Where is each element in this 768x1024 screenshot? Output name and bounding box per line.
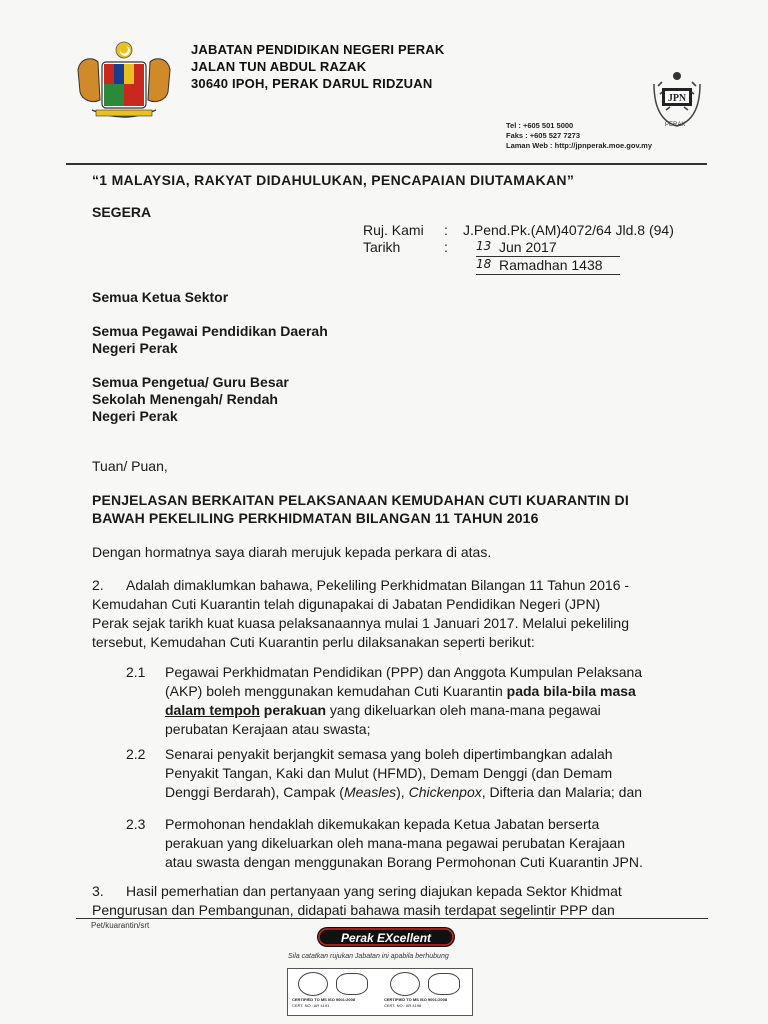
item-2-1-line3-text: yang dikeluarkan oleh mana-mana pegawai — [326, 702, 601, 718]
subject-line1: PENJELASAN BERKAITAN PELAKSANAAN KEMUDAHAN CUTI KUARANTIN DI — [92, 492, 629, 508]
iqnet-badge-icon-2 — [428, 973, 460, 995]
org-name: JABATAN PENDIDIKAN NEGERI PERAK — [191, 42, 445, 57]
malaysia-coat-of-arms-logo — [70, 40, 178, 122]
para2-line4: tersebut, Kemudahan Cuti Kuarantin perlu dilaksanakan seperti berikut: — [92, 634, 535, 650]
item-2-2-measles: Measles — [343, 784, 397, 800]
tarikh-label: Tarikh — [363, 239, 401, 255]
item-2-1-line3 — [165, 702, 601, 718]
date-gregorian: Jun 2017 — [499, 239, 557, 255]
item-2-3-line2: perakuan yang dikeluarkan oleh mana-mana pegawai perubatan Kerajaan — [165, 835, 625, 851]
certification-badges — [287, 968, 473, 1016]
recipient-2-line1: Semua Pegawai Pendidikan Daerah — [92, 323, 328, 339]
jpn-perak-emblem-logo — [648, 68, 706, 130]
item-2-2-chickenpox: Chickenpox — [408, 784, 482, 800]
ruj-label: Ruj. Kami — [363, 222, 424, 238]
footer-rule — [76, 918, 708, 919]
cert-1-text: CERTIFIED TO MS ISO 9001:2008 — [292, 997, 356, 1002]
item-2-2-line1: Senarai penyakit berjangkit semasa yang boleh dipertimbangkan adalah — [165, 746, 613, 762]
item-2-1-number: 2.1 — [126, 664, 146, 680]
hijri-day-handwritten: 18 — [476, 257, 492, 271]
salutation: Tuan/ Puan, — [92, 458, 168, 474]
org-address-street: JALAN TUN ABDUL RAZAK — [191, 59, 367, 74]
item-2-2-line2: Penyakit Tangan, Kaki dan Mulut (HFMD), Demam Denggi (dan Demam — [165, 765, 613, 781]
ruj-value: J.Pend.Pk.(AM)4072/64 Jld.8 (94) — [463, 222, 674, 238]
item-2-2-line3a: Denggi Berdarah), Campak ( — [165, 784, 344, 800]
item-2-2-number: 2.2 — [126, 746, 146, 762]
subject-line2: BAWAH PEKELILING PERKHIDMATAN BILANGAN 11 TAHUN 2016 — [92, 510, 539, 526]
para3-line2: Pengurusan dan Pembangunan, didapati bahawa masih terdapat segelintir PPP dan — [92, 902, 615, 918]
item-2-1-line1: Pegawai Perkhidmatan Pendidikan (PPP) dan Anggota Kumpulan Pelaksana — [165, 664, 643, 680]
item-2-1-emphasis: pada bila-bila masa — [506, 683, 636, 699]
recipient-1: Semua Ketua Sektor — [92, 289, 229, 305]
org-address-city: 30640 IPOH, PERAK DARUL RIDZUAN — [191, 76, 433, 91]
cert-2-text: CERTIFIED TO MS ISO 9001:2008 — [384, 997, 448, 1002]
cert-1-no: CERT. NO.: AR 4191 — [292, 1003, 330, 1008]
date-day-handwritten: 13 — [476, 239, 492, 253]
file-reference: Pet/kuarantin/srt — [91, 921, 150, 930]
svg-text:JPN: JPN — [667, 93, 687, 104]
recipient-3-line2: Sekolah Menengah/ Rendah — [92, 391, 278, 407]
hijri-underline — [476, 274, 620, 275]
ruj-colon: : — [444, 222, 448, 238]
brand-text: Perak EXcellent — [340, 931, 432, 945]
item-2-2-line3c: ), — [396, 784, 409, 800]
item-2-1-line4: perubatan Kerajaan atau swasta; — [165, 721, 371, 737]
contact-website: Laman Web : http://jpnperak.moe.gov.my — [506, 141, 652, 150]
intro-paragraph: Dengan hormatnya saya diarah merujuk kepada perkara di atas. — [92, 544, 492, 560]
para3-number: 3. — [92, 883, 104, 899]
item-2-3-line3: atau swasta dengan menggunakan Borang Permohonan Cuti Kuarantin JPN. — [165, 854, 643, 870]
item-2-1-underlined-emphasis: dalam tempoh — [165, 702, 260, 718]
para3-line1: Hasil pemerhatian dan pertanyaan yang sering diajukan kepada Sektor Khidmat — [126, 883, 622, 899]
item-2-3-line1: Permohonan hendaklah dikemukakan kepada Ketua Jabatan berserta — [165, 816, 600, 832]
para2-line1: Adalah dimaklumkan bahawa, Pekeliling Perkhidmatan Bilangan 11 Tahun 2016 - — [126, 577, 630, 593]
sirim-badge-icon-2 — [390, 972, 420, 996]
date-hijri: Ramadhan 1438 — [499, 257, 603, 273]
slogan: “1 MALAYSIA, RAKYAT DIDAHULUKAN, PENCAPAIAN DIUTAMAKAN” — [92, 172, 575, 188]
emblem-caption: PERAK — [665, 122, 686, 128]
contact-tel: Tel : +605 501 5000 — [506, 121, 574, 130]
segera-label: SEGERA — [92, 204, 152, 220]
para2-number: 2. — [92, 577, 104, 593]
item-2-1-line2-text: (AKP) boleh menggunakan kemudahan Cuti Kuarantin — [165, 683, 507, 699]
cert-2-no: CERT. NO.: AR 4196 — [384, 1003, 422, 1008]
recipient-3-line1: Semua Pengetua/ Guru Besar — [92, 374, 289, 390]
item-2-1-line2 — [165, 683, 636, 699]
iqnet-badge-icon — [336, 973, 368, 995]
para2-line2: Kemudahan Cuti Kuarantin telah digunapakai di Jabatan Pendidikan Negeri (JPN) — [92, 596, 601, 612]
footer-note: Sila catatkan rujukan Jabatan ini apabila berhubung — [288, 953, 449, 960]
item-2-3-number: 2.3 — [126, 816, 146, 832]
item-2-2-line3e: , Difteria dan Malaria; dan — [481, 784, 643, 800]
recipient-3-line3: Negeri Perak — [92, 408, 178, 424]
sirim-badge-icon — [298, 972, 328, 996]
recipient-2-line2: Negeri Perak — [92, 340, 178, 356]
item-2-1-perakuan: perakuan — [263, 702, 327, 718]
item-2-2-line3 — [165, 784, 642, 800]
tarikh-colon: : — [444, 239, 448, 255]
contact-fax: Faks : +605 527 7273 — [506, 131, 581, 140]
perak-excellent-logo — [316, 925, 456, 949]
para2-line3: Perak sejak tarikh kuat kuasa pelaksanaannya mulai 1 Januari 2017. Melalui pekeliling — [92, 615, 629, 631]
header-rule — [66, 163, 707, 165]
